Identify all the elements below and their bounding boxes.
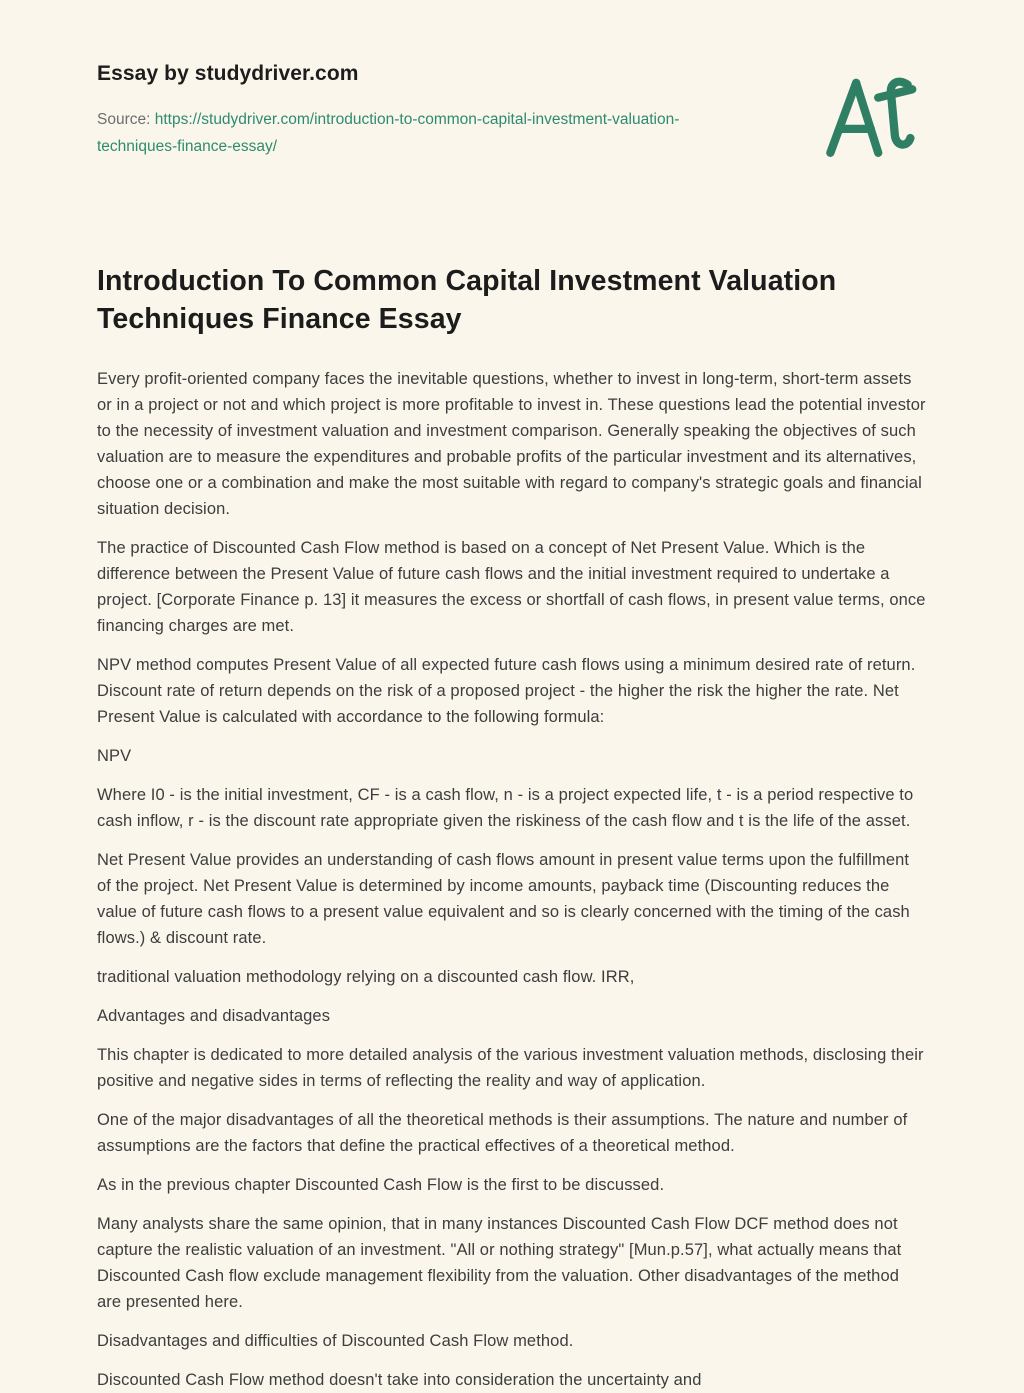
paragraph: This chapter is dedicated to more detailed analysis of the various investment valuation methods, disclosing their positive and negative sides in terms of reflecting the reality and way of application. [97, 1046, 924, 1090]
paragraph-advantages-heading: Advantages and disadvantages [97, 1007, 331, 1025]
header [97, 62, 927, 160]
source-url-link[interactable]: https://studydriver.com/introduction-to-common-capital-investment-valuation-techniques-finance-essay/ [97, 111, 680, 155]
studydriver-logo-icon [823, 70, 915, 162]
paragraph: Net Present Value provides an understanding of cash flows amount in present value terms upon the fulfillment of the project. Net Present Value is determined by income amounts, payback time (Discounting reduces the value of future cash flows to a present value equivalent and so is clearly concerned with the timing of the cash flows.) & discount rate. [97, 851, 910, 947]
logo-monogram-icon [823, 70, 915, 162]
paragraph-npv-formula: NPV [97, 747, 132, 765]
paragraph: One of the major disadvantages of all the theoretical methods is their assumptions. The nature and number of assumptions are the factors that define the practical effectives of a theoretical method. [97, 1111, 908, 1155]
paragraph: Every profit-oriented company faces the inevitable questions, whether to invest in long-term, short-term assets or in a project or not and which project is more profitable to invest in. These questions lead the potential investor to the necessity of investment valuation and investment comparison. Generally speaking the objectives of such valuation are to measure the expenditures and probable profits of the particular investment and its alternatives, choose one or a combination and make the most suitable with regard to company's strategic goals and financial situation decision. [97, 370, 926, 518]
paragraph-disadvantages-heading: Disadvantages and difficulties of Discounted Cash Flow method. [97, 1332, 574, 1350]
paragraph: traditional valuation methodology relying on a discounted cash flow. IRR, [97, 968, 635, 986]
paragraph: Many analysts share the same opinion, that in many instances Discounted Cash Flow DCF method does not capture the realistic valuation of an investment. "All or nothing strategy" [Mun.p.57], what actually means that Discounted Cash flow exclude management flexibility from the valuation. Other disadvantages of the method are presented here. [97, 1215, 902, 1311]
article-title: Introduction To Common Capital Investment Valuation Techniques Finance Essay [97, 265, 837, 335]
paragraph: As in the previous chapter Discounted Cash Flow is the first to be discussed. [97, 1176, 665, 1194]
essay-byline: Essay by studydriver.com [97, 62, 359, 85]
source-line [97, 106, 757, 160]
source-label: Source: [97, 111, 151, 128]
paragraph: Where I0 - is the initial investment, CF - is a cash flow, n - is a project expected life, t - is a period respective to cash inflow, r - is the discount rate appropriate given the riskiness of the cash flow and t is the life of the asset. [97, 786, 914, 830]
paragraph: The practice of Discounted Cash Flow method is based on a concept of Net Present Value. Which is the difference between the Present Value of future cash flows and the initial investment required to undertake a project. [Corporate Finance p. 13] it measures the excess or shortfall of cash flows, in present value terms, once financing charges are met. [97, 539, 926, 635]
article-body [97, 366, 927, 1393]
paragraph: Discounted Cash Flow method doesn't take into consideration the uncertainty and [97, 1371, 702, 1389]
paragraph: NPV method computes Present Value of all expected future cash flows using a minimum desired rate of return. Discount rate of return depends on the risk of a proposed project - the higher the risk the higher the rate. Net Present Value is calculated with accordance to the following formula: [97, 656, 916, 726]
